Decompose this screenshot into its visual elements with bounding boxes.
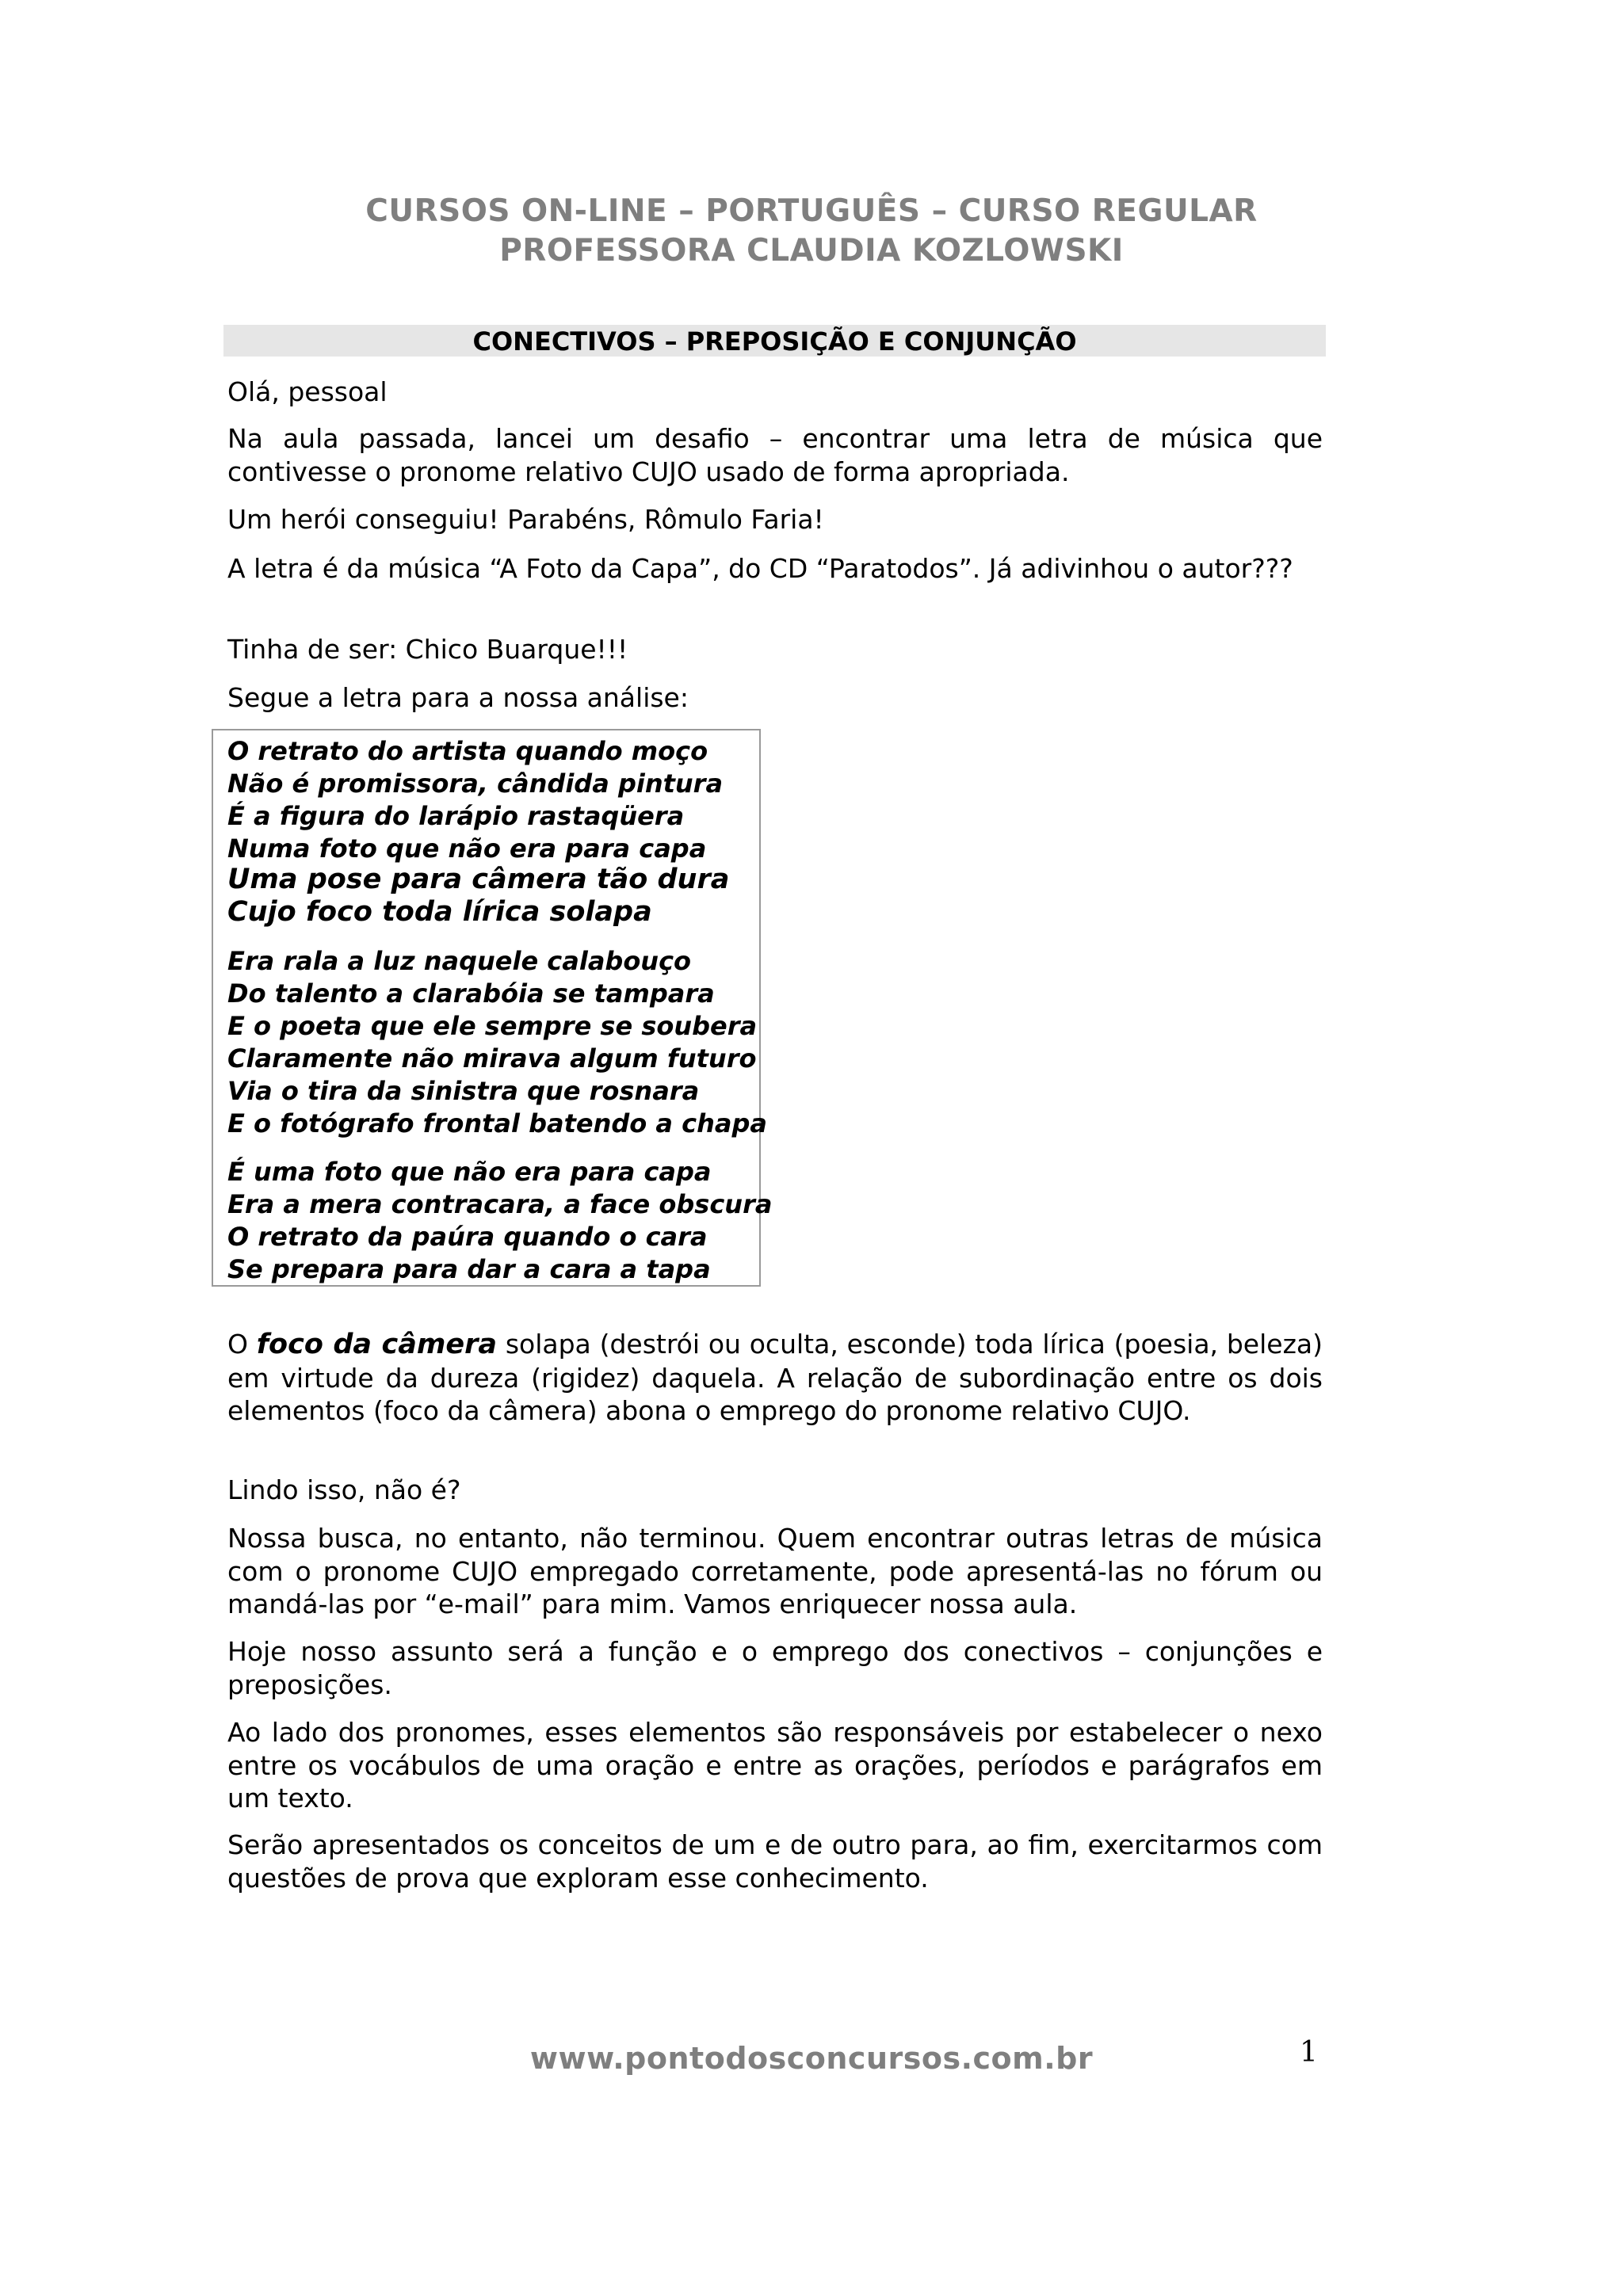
document-header	[0, 192, 1623, 271]
greeting: Olá, pessoal	[227, 376, 388, 407]
intro-paragraph-5: Segue a letra para a nossa análise:	[227, 682, 689, 713]
lyric-line: O retrato da paúra quando o cara	[227, 1222, 708, 1252]
body-paragraph-4: Ao lado dos pronomes, esses elementos são responsáveis por estabelecer o nexo entre os vocábulos de uma oração e entre as orações, períodos e parágrafos em um texto.	[227, 1717, 1323, 1814]
analysis-lead: O	[227, 1329, 248, 1360]
body-paragraph-3: Hoje nosso assunto será a função e o emprego dos conectivos – conjunções e preposições.	[227, 1636, 1323, 1700]
intro-paragraph-2: Um herói conseguiu! Parabéns, Rômulo Faria!	[227, 504, 824, 535]
lyric-line: E o poeta que ele sempre se soubera	[227, 1011, 758, 1041]
lyric-line: Não é promissora, cândida pintura	[227, 769, 724, 799]
lyric-line: Via o tira da sinistra que rosnara	[227, 1076, 700, 1106]
lyric-line: Cujo foco toda lírica solapa	[227, 896, 652, 928]
body-paragraph-1: Lindo isso, não é?	[227, 1474, 461, 1505]
lyric-line: Uma pose para câmera tão dura	[227, 864, 730, 895]
lyric-line: O retrato do artista quando moço	[227, 736, 708, 766]
intro-paragraph-1: Na aula passada, lancei um desafio – encontrar uma letra de música que contivesse o pronome relativo CUJO usado de forma apropriada.	[227, 423, 1323, 487]
lyric-line: É uma foto que não era para capa	[227, 1157, 712, 1187]
analysis-rest: solapa (destrói ou oculta, esconde) toda lírica (poesia, beleza) em virtude da dureza (rigidez) daquela. A relação de subordinação entre os dois elementos (foco da câmera) abona o emprego do pronome relativo CUJO.	[227, 1329, 1323, 1426]
page-number: 1	[1300, 2036, 1318, 2069]
lyric-line: É a figura do larápio rastaqüera	[227, 801, 685, 831]
lyric-line: Numa foto que não era para capa	[227, 833, 707, 864]
analysis-emphasis: foco da câmera	[256, 1329, 497, 1360]
footer-website-link[interactable]: www.pontodosconcursos.com.br	[529, 2041, 1094, 2076]
lyric-line: Do talento a clarabóia se tampara	[227, 978, 715, 1009]
lyric-line: Se prepara para dar a cara a tapa	[227, 1254, 711, 1284]
header-course-line: CURSOS ON-LINE – PORTUGUÊS – CURSO REGULAR	[365, 193, 1258, 229]
analysis-paragraph	[227, 1328, 1323, 1428]
intro-paragraph-3: A letra é da música “A Foto da Capa”, do CD “Paratodos”. Já adivinhou o autor???	[227, 553, 1293, 584]
lyric-line: Era rala a luz naquele calabouço	[227, 946, 692, 976]
lyric-line: Claramente não mirava algum futuro	[227, 1043, 757, 1074]
lyric-line: Era a mera contracara, a face obscura	[227, 1189, 773, 1219]
body-paragraph-5: Serão apresentados os conceitos de um e de outro para, ao fim, exercitarmos com questões de prova que exploram esse conhecimento.	[227, 1829, 1323, 1894]
section-title: CONECTIVOS – PREPOSIÇÃO E CONJUNÇÃO	[223, 325, 1326, 357]
body-paragraph-2: Nossa busca, no entanto, não terminou. Quem encontrar outras letras de música com o pronome CUJO empregado corretamente, pode apresentá-las no fórum ou mandá-las por “e-mail” para mim. Vamos enriquecer nossa aula.	[227, 1523, 1323, 1619]
intro-paragraph-4: Tinha de ser: Chico Buarque!!!	[227, 634, 628, 665]
lyric-line: E o fotógrafo frontal batendo a chapa	[227, 1108, 767, 1138]
header-teacher-line: PROFESSORA CLAUDIA KOZLOWSKI	[499, 233, 1124, 269]
